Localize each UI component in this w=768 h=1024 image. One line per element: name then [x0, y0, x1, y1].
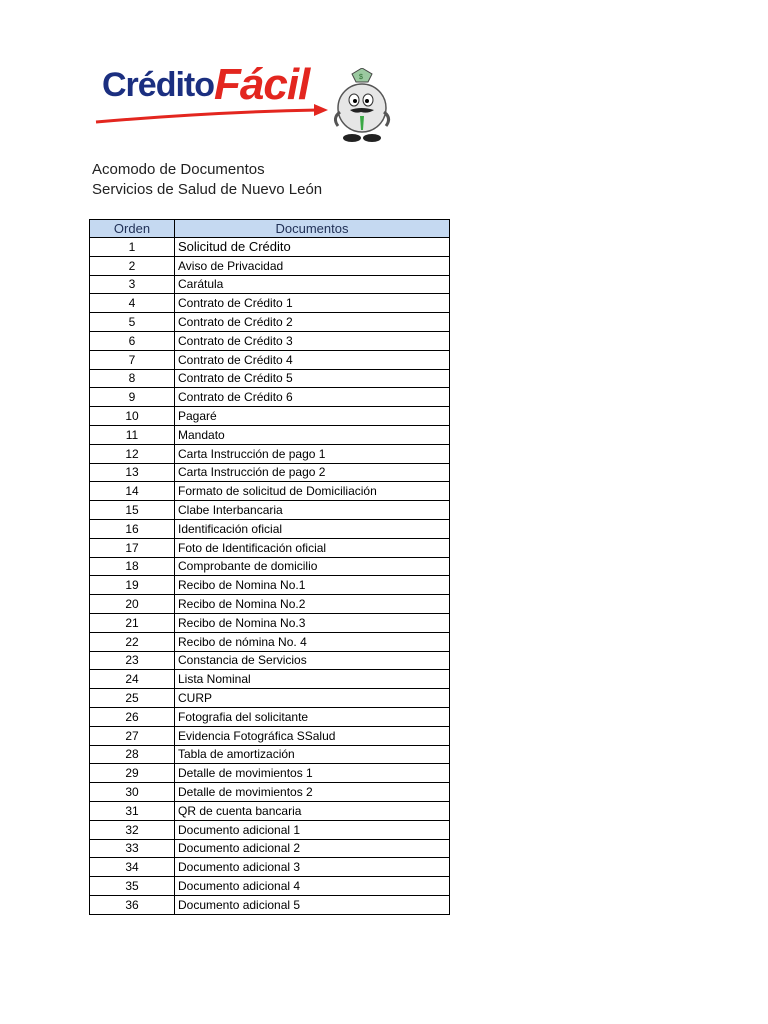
orden-cell: 11: [90, 425, 175, 444]
orden-cell: 2: [90, 256, 175, 275]
money-bag-mascot-icon: [330, 68, 394, 146]
table-row: [90, 275, 450, 294]
orden-cell: 1: [90, 238, 175, 257]
orden-cell: 5: [90, 313, 175, 332]
orden-cell: 24: [90, 670, 175, 689]
orden-cell: 23: [90, 651, 175, 670]
orden-cell: 16: [90, 519, 175, 538]
table-row: [90, 651, 450, 670]
table-row: [90, 726, 450, 745]
document-cell: Formato de solicitud de Domiciliación: [175, 482, 450, 501]
table-row: [90, 820, 450, 839]
table-row: [90, 294, 450, 313]
table-row: [90, 444, 450, 463]
document-cell: Contrato de Crédito 3: [175, 331, 450, 350]
table-row: [90, 501, 450, 520]
document-cell: Recibo de Nomina No.1: [175, 576, 450, 595]
orden-cell: 32: [90, 820, 175, 839]
orden-cell: 10: [90, 407, 175, 426]
orden-cell: 28: [90, 745, 175, 764]
table-row: [90, 388, 450, 407]
document-cell: Detalle de movimientos 1: [175, 764, 450, 783]
table-header-row: [90, 220, 450, 238]
document-cell: Documento adicional 5: [175, 895, 450, 914]
orden-cell: 15: [90, 501, 175, 520]
table-row: [90, 425, 450, 444]
document-cell: QR de cuenta bancaria: [175, 801, 450, 820]
document-cell: Carta Instrucción de pago 2: [175, 463, 450, 482]
table-row: [90, 595, 450, 614]
table-row: [90, 783, 450, 802]
document-cell: Recibo de Nomina No.2: [175, 595, 450, 614]
orden-cell: 14: [90, 482, 175, 501]
document-cell: Mandato: [175, 425, 450, 444]
orden-cell: 20: [90, 595, 175, 614]
table-row: [90, 689, 450, 708]
document-heading: Acomodo de Documentos: [92, 161, 265, 178]
table-row: [90, 369, 450, 388]
document-cell: Pagaré: [175, 407, 450, 426]
document-cell: Tabla de amortización: [175, 745, 450, 764]
document-cell: Evidencia Fotográfica SSalud: [175, 726, 450, 745]
column-header-documentos: Documentos: [175, 220, 450, 238]
table-row: [90, 538, 450, 557]
orden-cell: 33: [90, 839, 175, 858]
document-cell: Carátula: [175, 275, 450, 294]
document-cell: Fotografia del solicitante: [175, 707, 450, 726]
table-row: [90, 482, 450, 501]
document-cell: Detalle de movimientos 2: [175, 783, 450, 802]
document-cell: Documento adicional 3: [175, 858, 450, 877]
document-cell: Carta Instrucción de pago 1: [175, 444, 450, 463]
logo-swoosh-icon: [92, 102, 332, 128]
orden-cell: 9: [90, 388, 175, 407]
document-cell: Constancia de Servicios: [175, 651, 450, 670]
table-row: [90, 519, 450, 538]
orden-cell: 29: [90, 764, 175, 783]
orden-cell: 13: [90, 463, 175, 482]
table-row: [90, 557, 450, 576]
orden-cell: 36: [90, 895, 175, 914]
document-subheading: Servicios de Salud de Nuevo León: [92, 181, 323, 198]
document-cell: Identificación oficial: [175, 519, 450, 538]
table-row: [90, 839, 450, 858]
orden-cell: 18: [90, 557, 175, 576]
document-cell: Documento adicional 2: [175, 839, 450, 858]
orden-cell: 6: [90, 331, 175, 350]
document-cell: Clabe Interbancaria: [175, 501, 450, 520]
orden-cell: 8: [90, 369, 175, 388]
table-row: [90, 707, 450, 726]
document-cell: Aviso de Privacidad: [175, 256, 450, 275]
table-row: [90, 877, 450, 896]
table-row: [90, 745, 450, 764]
table-row: [90, 858, 450, 877]
table-row: [90, 238, 450, 257]
document-cell: Recibo de Nomina No.3: [175, 613, 450, 632]
column-header-orden: Orden: [90, 220, 175, 238]
table-row: [90, 613, 450, 632]
orden-cell: 17: [90, 538, 175, 557]
document-cell: Documento adicional 1: [175, 820, 450, 839]
document-cell: Foto de Identificación oficial: [175, 538, 450, 557]
table-row: [90, 670, 450, 689]
orden-cell: 30: [90, 783, 175, 802]
table-row: [90, 576, 450, 595]
table-row: [90, 632, 450, 651]
orden-cell: 22: [90, 632, 175, 651]
logo-text-credito: Crédito: [102, 66, 214, 104]
table-row: [90, 463, 450, 482]
orden-cell: 12: [90, 444, 175, 463]
document-cell: Contrato de Crédito 4: [175, 350, 450, 369]
svg-text:$: $: [359, 74, 363, 81]
orden-cell: 31: [90, 801, 175, 820]
orden-cell: 21: [90, 613, 175, 632]
document-cell: Comprobante de domicilio: [175, 557, 450, 576]
orden-cell: 4: [90, 294, 175, 313]
document-cell: Contrato de Crédito 5: [175, 369, 450, 388]
table-row: [90, 895, 450, 914]
orden-cell: 25: [90, 689, 175, 708]
document-cell: CURP: [175, 689, 450, 708]
document-cell: Recibo de nómina No. 4: [175, 632, 450, 651]
table-row: [90, 256, 450, 275]
orden-cell: 7: [90, 350, 175, 369]
document-cell: Contrato de Crédito 1: [175, 294, 450, 313]
orden-cell: 19: [90, 576, 175, 595]
table-row: [90, 764, 450, 783]
table-row: [90, 407, 450, 426]
table-row: [90, 331, 450, 350]
orden-cell: 26: [90, 707, 175, 726]
orden-cell: 27: [90, 726, 175, 745]
document-cell: Solicitud de Crédito: [175, 238, 450, 257]
table-row: [90, 313, 450, 332]
document-cell: Contrato de Crédito 6: [175, 388, 450, 407]
orden-cell: 34: [90, 858, 175, 877]
document-cell: Documento adicional 4: [175, 877, 450, 896]
documents-table: [89, 219, 450, 915]
document-cell: Lista Nominal: [175, 670, 450, 689]
document-cell: Contrato de Crédito 2: [175, 313, 450, 332]
logo-text-facil: Fácil: [214, 60, 310, 109]
credito-facil-logo: [92, 58, 398, 150]
table-row: [90, 801, 450, 820]
table-row: [90, 350, 450, 369]
orden-cell: 35: [90, 877, 175, 896]
orden-cell: 3: [90, 275, 175, 294]
